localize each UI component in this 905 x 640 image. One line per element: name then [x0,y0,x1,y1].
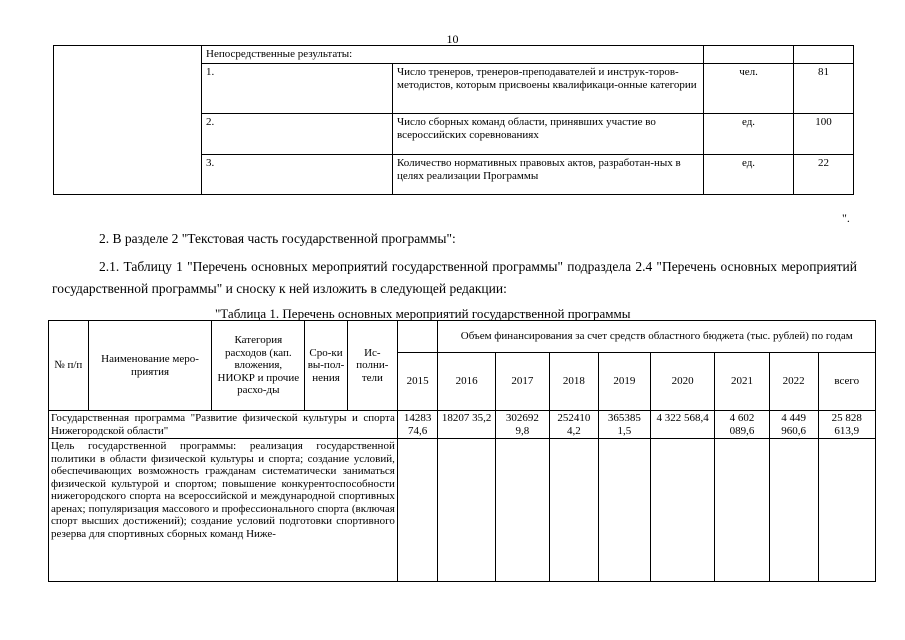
program-goal: Цель государственной программы: реализация государственной политики в области физической культуры и спорта; создание условий, обеспечивающих возможность гражданам систематически заниматься физической культурой и спортом; повышение конкурентоспособности нижегородского спорта на всероссийской и международной спортивных аренах; популяризация массового и профессионального спорта (включая спорт высших достижений); создание условий подготовки спортивного резерва для спортивных сборных команд Ниже- [49,439,398,582]
header-year: 2019 [598,353,650,411]
header-total: всего [818,353,875,411]
header-term: Сро-ки вы-пол-нения [305,321,348,411]
header-year: 2015 [397,353,438,411]
header-year: 2017 [495,353,549,411]
header-year: 2016 [438,353,495,411]
row-value: 100 [794,114,854,155]
row-unit: чел. [704,64,794,114]
row-value: 81 [794,64,854,114]
header-funding: Объем финансирования за счет средств областного бюджета (тыс. рублей) по годам [438,321,876,353]
value-cell: 14283 74,6 [397,411,438,439]
value-cell: 4 602 089,6 [715,411,769,439]
header-year: 2020 [650,353,715,411]
header-name: Наименование меро-приятия [88,321,212,411]
closing-quote: ". [842,211,850,225]
table-caption: "Таблица 1. Перечень основных мероприятий государственной программы [215,306,631,321]
value-cell: 18207 35,2 [438,411,495,439]
row-text: Количество нормативных правовых актов, разработан-ных в целях реализации Программы [393,155,704,195]
value-cell: 4 449 960,6 [769,411,818,439]
row-number: 1. [202,64,393,114]
empty-left-cell [54,46,202,195]
header-category: Категория расходов (кап. вложения, НИОКР и прочие расхо-ды [212,321,305,411]
goal-row [49,439,876,582]
value-cell: 365385 1,5 [598,411,650,439]
row-number: 3. [202,155,393,195]
paragraph-section-2: 2. В разделе 2 "Текстовая часть государственной программы": [99,231,456,246]
value-cell: 302692 9,8 [495,411,549,439]
header-num: № п/п [49,321,89,411]
value-cell: 4 322 568,4 [650,411,715,439]
header-executors: Ис-полни-тели [347,321,397,411]
table-row [54,46,854,64]
page-number: 10 [446,32,459,46]
header-year: 2018 [549,353,598,411]
header-year: 2022 [769,353,818,411]
program-row [49,411,876,439]
row-text: Число тренеров, тренеров-преподавателей и инструк-торов-методистов, которым присвоены квалификаци-онные категории [393,64,704,114]
row-value: 22 [794,155,854,195]
paragraph-section-2-1: 2.1. Таблицу 1 "Перечень основных мероприятий государственной программы" подраздела 2.4 "Перечень основных мероприятий государственной программы" и сноску к ней изложить в следующей редакции: [52,259,857,296]
row-number: 2. [202,114,393,155]
row-unit: ед. [704,155,794,195]
activities-table [48,320,876,582]
value-cell: 252410 4,2 [549,411,598,439]
results-table [53,45,854,195]
row-text: Число сборных команд области, принявших участие во всероссийских соревнованиях [393,114,704,155]
program-name: Государственная программа "Развитие физической культуры и спорта Нижегородской области" [49,411,398,439]
header-year: 2021 [715,353,769,411]
value-cell-total: 25 828 613,9 [818,411,875,439]
header-row [49,321,876,353]
group-label: Непосредственные результаты: [202,46,704,64]
row-unit: ед. [704,114,794,155]
